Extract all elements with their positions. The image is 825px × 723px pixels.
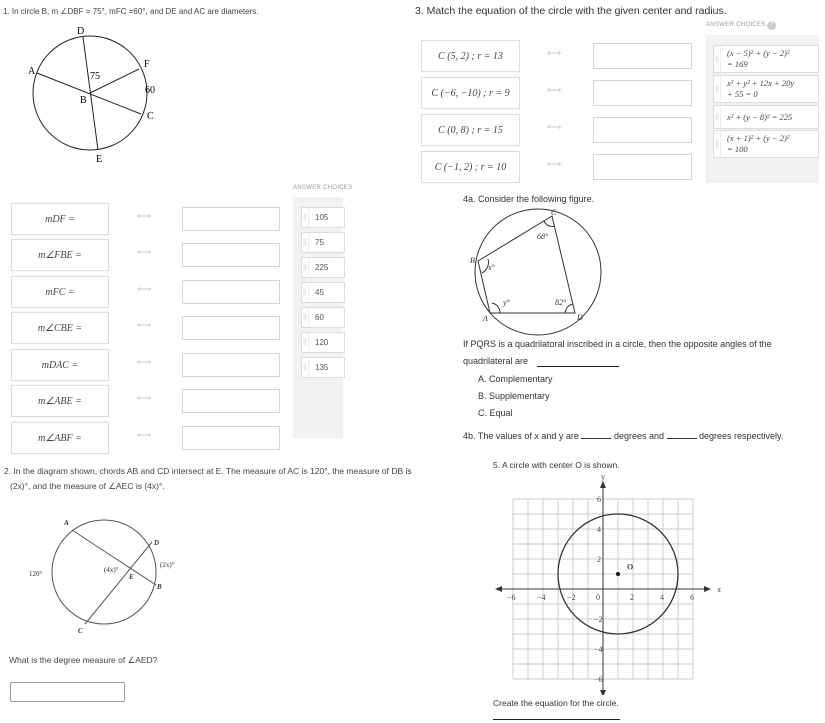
double-arrow-icon: ⟷ (547, 159, 562, 170)
double-arrow-icon: ⟷ (137, 284, 152, 295)
q5-prompt: 5. A circle with center O is shown. (493, 460, 620, 470)
q3-prompt-box: C (5, 2) ; r = 13 (421, 40, 520, 72)
y-axis-arrow-up (600, 481, 606, 488)
label-a: A (28, 66, 36, 77)
x-tick-label: −2 (567, 593, 576, 602)
angle-b-label: x° (488, 263, 495, 272)
option-a[interactable]: A. Complementary (478, 374, 553, 384)
q4a-prompt: 4a. Consider the following figure. (463, 194, 595, 204)
answer-choice[interactable]: || x² + y² + 12x + 20y + 55 = 0 (713, 75, 819, 103)
option-c[interactable]: C. Equal (478, 408, 513, 418)
answer-choice[interactable]: || (x + 1)² + (y − 2)² = 100 (713, 130, 819, 158)
drag-handle-icon[interactable]: || (714, 76, 721, 102)
double-arrow-icon: ⟷ (137, 357, 152, 368)
q1-prompt-box: mDF = (11, 203, 109, 235)
double-arrow-icon: ⟷ (137, 320, 152, 331)
y-tick-label: 2 (597, 555, 601, 564)
q3-answer-choices-label: ANSWER CHOICES (706, 22, 766, 28)
answer-choice[interactable]: || 105 (301, 207, 345, 228)
x-tick-label: −4 (537, 593, 546, 602)
label-b: B (157, 583, 162, 591)
label-f: F (144, 59, 150, 70)
q3-prompt-box: C (0, 8) ; r = 15 (421, 114, 520, 146)
center-point (616, 572, 620, 576)
q1-circle-diagram (0, 20, 170, 170)
arc-db-label: (2x)° (160, 561, 175, 569)
x-blank (581, 438, 611, 439)
q1-prompt-box: mDAC = (11, 349, 109, 381)
drag-handle-icon[interactable]: || (302, 233, 309, 252)
y-tick-label: 4 (597, 525, 601, 534)
x-tick-label: 4 (660, 593, 664, 602)
answer-choice[interactable]: || 135 (301, 357, 345, 378)
angle-d-label: 82° (555, 298, 567, 307)
q5-answer-blank (493, 719, 620, 720)
y-tick-label: −4 (594, 645, 603, 654)
label-c: C (147, 111, 154, 122)
q4b-part1: 4b. The values of x and y are (463, 431, 579, 441)
q3-drop-target[interactable] (593, 154, 692, 180)
drag-handle-icon[interactable]: || (302, 358, 309, 377)
q2-answer-input[interactable] (10, 682, 125, 702)
q1-drop-target[interactable] (182, 207, 280, 231)
label-d: D (77, 26, 85, 37)
q3-prompt-box: C (−1, 2) ; r = 10 (421, 151, 520, 183)
q2-prompt-line1: 2. In the diagram shown, chords AB and CD intersect at E. The measure of AC is 120°, the measure of DB is (4, 466, 412, 476)
q3-prompt: 3. Match the equation of the circle with the given center and radius. (415, 5, 727, 17)
x-axis-arrow-right (704, 586, 711, 592)
y-tick-label: −2 (594, 615, 603, 624)
q1-drop-target[interactable] (182, 389, 280, 413)
q1-drop-target[interactable] (182, 316, 280, 340)
answer-choice[interactable]: || 120 (301, 332, 345, 353)
answer-choice[interactable]: || x² + (y − 8)² = 225 (713, 105, 819, 129)
q4-statement-2: quadrilateral are (463, 356, 529, 366)
q1-drop-target[interactable] (182, 426, 280, 450)
angle-label: (4x)° (104, 566, 119, 574)
label-e: E (129, 573, 134, 581)
q1-drop-target[interactable] (182, 353, 280, 377)
label-b: B (470, 256, 475, 265)
x-tick-label: 6 (690, 593, 694, 602)
center-label: O (627, 562, 634, 572)
drag-handle-icon[interactable]: || (714, 46, 721, 72)
x-axis-label: x (717, 585, 721, 594)
q1-prompt-box: m∠ABF = (11, 422, 109, 454)
label-c: C (551, 208, 557, 217)
q4-statement-1: If PQRS is a quadrilatoral inscribed in a circle, then the opposite angles of the (463, 339, 772, 349)
label-c: C (78, 627, 83, 635)
drag-handle-icon[interactable]: || (302, 208, 309, 227)
q4-quadrilateral-diagram (465, 205, 625, 345)
drag-handle-icon[interactable]: || (302, 283, 309, 302)
arc-label: 60 (145, 85, 155, 96)
x-tick-label: 2 (630, 593, 634, 602)
q3-drop-target[interactable] (593, 43, 692, 69)
double-arrow-icon: ⟷ (547, 85, 562, 96)
answer-choice[interactable]: || (x − 5)² + (y − 2)² = 169 (713, 45, 819, 73)
q1-answer-choices-label: ANSWER CHOICES (293, 185, 353, 191)
q1-prompt: 1. In circle B, m ∠DBF = 75°, mFC =60°, and DE and AC are diameters. (3, 7, 259, 16)
double-arrow-icon: ⟷ (137, 247, 152, 258)
drag-handle-icon[interactable]: || (714, 106, 721, 128)
answer-choice[interactable]: || 45 (301, 282, 345, 303)
double-arrow-icon: ⟷ (547, 122, 562, 133)
angle-a-label: y° (503, 298, 510, 307)
q3-drop-target[interactable] (593, 80, 692, 106)
help-icon[interactable]: ? (767, 21, 776, 30)
q1-prompt-box: m∠CBE = (11, 312, 109, 344)
x-tick-label: −6 (507, 593, 516, 602)
label-b: B (80, 95, 87, 106)
double-arrow-icon: ⟷ (547, 48, 562, 59)
q1-prompt-box: mFC = (11, 276, 109, 308)
y-tick-label: −6 (594, 675, 603, 684)
arc-ac-label: 120° (29, 570, 43, 578)
angle-label: 75 (90, 71, 100, 82)
drag-handle-icon[interactable]: || (714, 131, 721, 157)
q1-drop-target[interactable] (182, 280, 280, 304)
label-e: E (96, 154, 103, 165)
answer-choice[interactable]: || 60 (301, 307, 345, 328)
angle-c-label: 68° (537, 232, 549, 241)
q3-prompt-box: C (−6, −10) ; r = 9 (421, 77, 520, 109)
drag-handle-icon[interactable]: || (302, 333, 309, 352)
y-blank (667, 438, 697, 439)
answer-blank (537, 366, 619, 367)
q5-coordinate-graph (490, 470, 730, 695)
q5-question: Create the equation for the circle. (493, 698, 619, 708)
q2-circle-diagram (0, 510, 200, 640)
label-d: D (577, 313, 583, 322)
label-a: A (483, 314, 488, 323)
drag-handle-icon[interactable]: || (302, 258, 309, 277)
y-axis-arrow-down (600, 690, 606, 695)
q4b-part2: degrees and (613, 431, 664, 441)
double-arrow-icon: ⟷ (137, 393, 152, 404)
answer-choice[interactable]: || 75 (301, 232, 345, 253)
q1-prompt-box: m∠ABE = (11, 385, 109, 417)
option-b[interactable]: B. Supplementary (478, 391, 550, 401)
q4b-part3: degrees respectively. (699, 431, 784, 441)
x-axis-arrow-left (495, 586, 502, 592)
label-a: A (64, 519, 69, 527)
q2-question: What is the degree measure of ∠AED? (9, 655, 158, 665)
double-arrow-icon: ⟷ (137, 211, 152, 222)
q1-drop-target[interactable] (182, 243, 280, 267)
q4b-prompt (463, 431, 783, 441)
y-tick-label: 6 (597, 495, 601, 504)
label-d: D (154, 539, 160, 547)
drag-handle-icon[interactable]: || (302, 308, 309, 327)
x-tick-label: 0 (596, 593, 600, 602)
double-arrow-icon: ⟷ (137, 430, 152, 441)
y-axis-label: y (601, 472, 605, 482)
q2-prompt-line2: (2x)°, and the measure of ∠AEC is (4x)°. (10, 481, 165, 491)
answer-choice[interactable]: || 225 (301, 257, 345, 278)
q3-drop-target[interactable] (593, 117, 692, 143)
q1-prompt-box: m∠FBE = (11, 239, 109, 271)
